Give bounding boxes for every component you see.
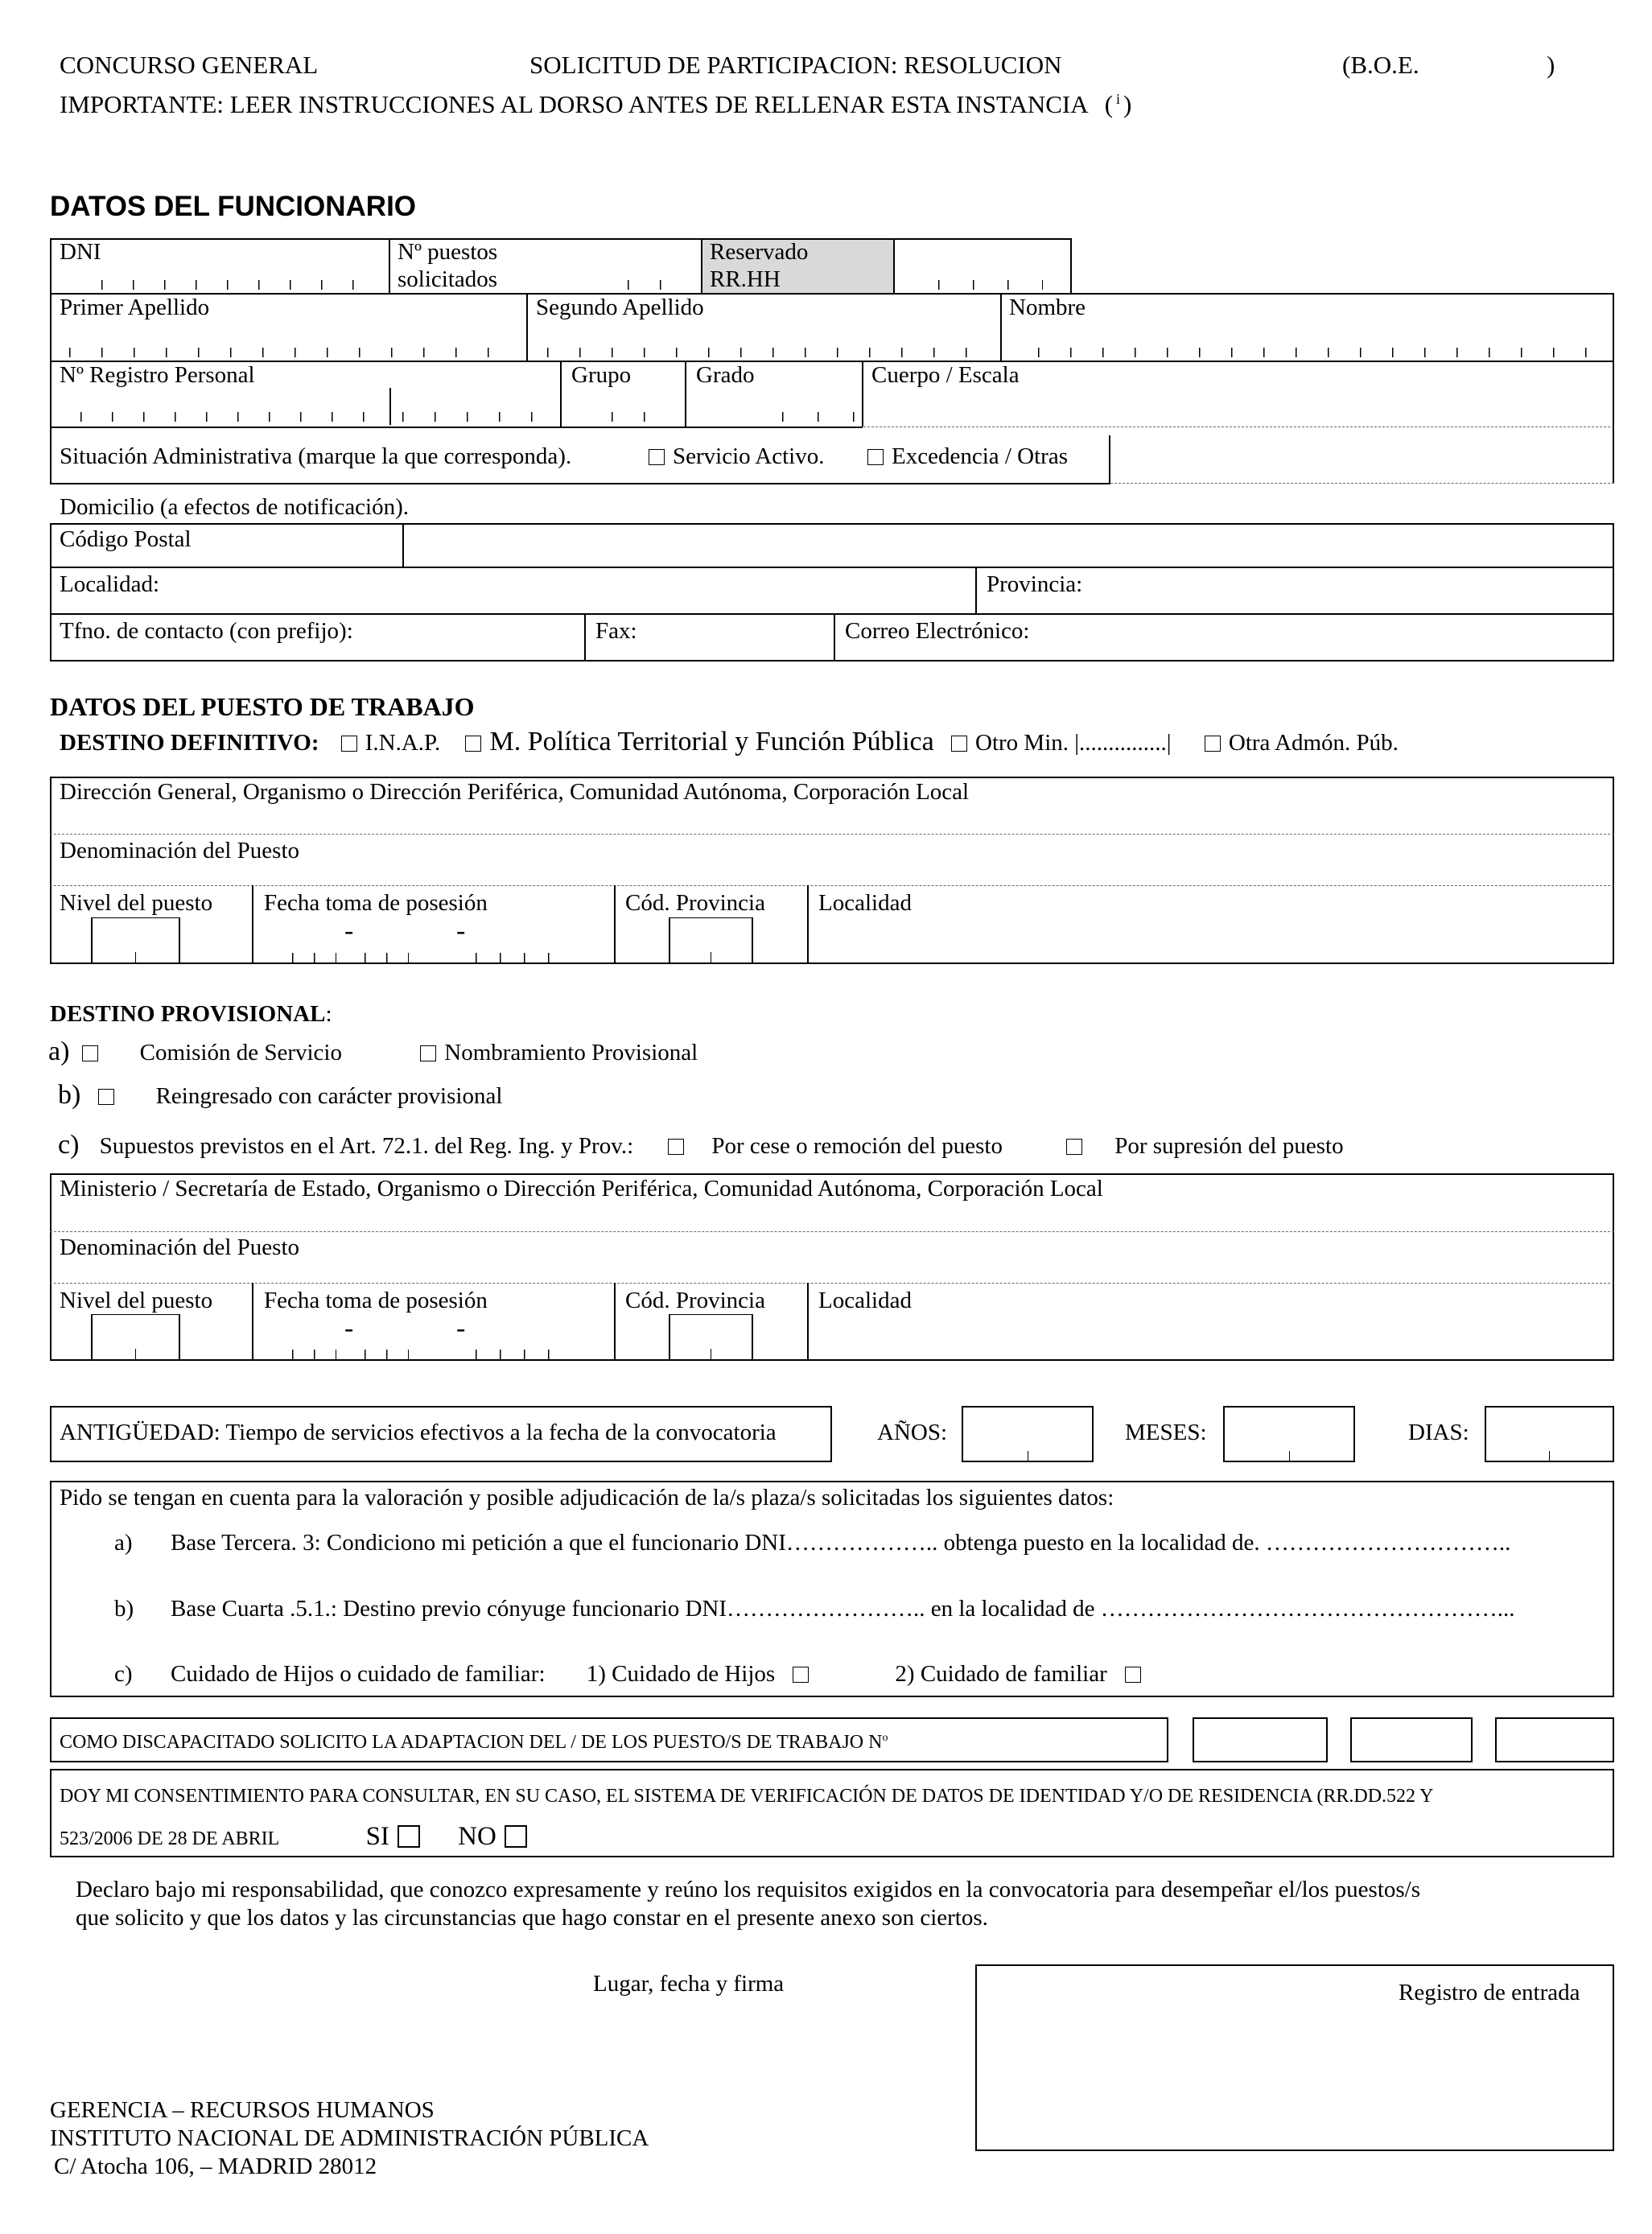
fecha-label: Fecha toma de posesión xyxy=(264,890,488,916)
header-boe: (B.O.E. xyxy=(1342,51,1419,79)
destino-definitivo-row xyxy=(60,727,1399,756)
nombre-input[interactable] xyxy=(1038,348,1601,358)
registro-input-2[interactable] xyxy=(402,412,539,422)
valoracion-b-label: b) xyxy=(114,1596,134,1622)
dni-label: DNI xyxy=(60,239,101,265)
discapacitado-sup: o xyxy=(882,1732,888,1744)
dias-input[interactable] xyxy=(1485,1406,1614,1462)
valoracion-c-text: Cuidado de Hijos o cuidado de familiar: xyxy=(171,1661,546,1687)
inap-checkbox[interactable] xyxy=(341,736,357,752)
meses-input[interactable] xyxy=(1223,1406,1355,1462)
registro-entrada-label: Registro de entrada xyxy=(1399,1980,1580,2005)
situacion-label: Situación Administrativa (marque la que corresponda). xyxy=(60,443,572,469)
antiguedad-label: ANTIGÜEDAD: Tiempo de servicios efectivos a la fecha de la convocatoria xyxy=(60,1420,777,1445)
prov-cod-provincia-input[interactable] xyxy=(669,1314,753,1361)
grupo-input[interactable] xyxy=(612,412,676,422)
comision-checkbox[interactable] xyxy=(82,1045,98,1061)
anos-input[interactable] xyxy=(962,1406,1094,1462)
valoracion-a-label: a) xyxy=(114,1530,133,1556)
fecha-input[interactable] xyxy=(292,951,579,964)
header-solicitud: SOLICITUD DE PARTICIPACION: RESOLUCION xyxy=(529,51,1062,79)
footnote-open: ( xyxy=(1104,90,1114,118)
provincia-label: Provincia: xyxy=(987,571,1083,597)
otra-admon-text: Otra Admón. Púb. xyxy=(1228,730,1399,756)
provisional-title: DESTINO PROVISIONAL xyxy=(50,1001,326,1027)
destino-definitivo-label: DESTINO DEFINITIVO: xyxy=(60,730,319,756)
grupo-label: Grupo xyxy=(571,362,632,388)
provisional-title-row xyxy=(50,1002,332,1028)
cod-provincia-input[interactable] xyxy=(669,917,753,964)
valoracion-b-text[interactable]: Base Cuarta .5.1.: Destino previo cónyuge funcionario DNI…………………….. en la localidad de ……………………………………………... xyxy=(171,1596,1515,1622)
denominacion-label: Denominación del Puesto xyxy=(60,838,300,864)
telefono-label: Tfno. de contacto (con prefijo): xyxy=(60,618,353,644)
nombre-label: Nombre xyxy=(1009,295,1086,320)
prov-fecha-input[interactable] xyxy=(292,1348,579,1361)
puesto-title: DATOS DEL PUESTO DE TRABAJO xyxy=(50,692,475,721)
puestos-input[interactable] xyxy=(628,280,692,291)
fax-label: Fax: xyxy=(595,618,637,644)
cuerpo-label: Cuerpo / Escala xyxy=(871,362,1020,388)
declaracion-line1: Declaro bajo mi responsabilidad, que conozco expresamente y reúno los requisitos exigidos en la convocatoria para desempeñar el/los puestos/s xyxy=(76,1877,1421,1902)
nivel-input[interactable] xyxy=(91,917,180,964)
consentimiento-line1: DOY MI CONSENTIMIENTO PARA CONSULTAR, EN SU CASO, EL SISTEMA DE VERIFICACIÓN DE DATOS DE IDENTIDAD Y/O DE RESIDENCIA (RR.DD.522 Y xyxy=(60,1786,1434,1807)
prov-ministerio-label: Ministerio / Secretaría de Estado, Organismo o Dirección Periférica, Comunidad Autónoma, Corporación Local xyxy=(60,1176,1103,1201)
otro-min-checkbox[interactable] xyxy=(951,736,967,752)
discapacitado-puesto-1[interactable] xyxy=(1193,1717,1328,1762)
excedencia-checkbox[interactable] xyxy=(867,449,884,465)
footnote-close: ) xyxy=(1123,90,1132,118)
prov-localidad-label: Localidad xyxy=(818,1288,912,1313)
b-label: b) xyxy=(58,1080,81,1110)
fecha-dash-1: - xyxy=(344,916,354,946)
valoracion-a-text[interactable]: Base Tercera. 3: Condiciono mi petición a que el funcionario DNI……………….. obtenga puesto en la localidad de. ………………………….. xyxy=(171,1530,1511,1556)
footer-line3: C/ Atocha 106, – MADRID 28012 xyxy=(54,2154,377,2179)
discapacitado-text: COMO DISCAPACITADO SOLICITO LA ADAPTACION DEL / DE LOS PUESTO/S DE TRABAJO N xyxy=(60,1732,883,1753)
consentimiento-row2 xyxy=(60,1822,527,1851)
prov-fecha-dash-2: - xyxy=(456,1313,466,1343)
valoracion-intro: Pido se tengan en cuenta para la valoración y posible adjudicación de la/s plaza/s solicitadas los siguientes datos: xyxy=(60,1485,1114,1511)
por-cese-text: Por cese o remoción del puesto xyxy=(711,1133,1003,1159)
cuidado-familiar-checkbox[interactable] xyxy=(1125,1667,1141,1683)
por-supresion-text: Por supresión del puesto xyxy=(1114,1133,1344,1159)
servicio-activo-option[interactable] xyxy=(644,444,824,470)
meses-label: MESES: xyxy=(1125,1420,1207,1445)
anos-label: AÑOS: xyxy=(877,1420,948,1445)
header-concurso: CONCURSO GENERAL xyxy=(60,51,319,79)
nombramiento-text: Nombramiento Provisional xyxy=(444,1040,698,1065)
discapacitado-puesto-2[interactable] xyxy=(1350,1717,1473,1762)
reingresado-text: Reingresado con carácter provisional xyxy=(155,1083,503,1109)
consentimiento-line2: 523/2006 DE 28 DE ABRIL xyxy=(60,1828,280,1849)
ministerio-checkbox[interactable] xyxy=(465,736,481,752)
excedencia-text: Excedencia / Otras xyxy=(892,443,1069,469)
si-checkbox[interactable] xyxy=(398,1825,420,1848)
excedencia-option[interactable] xyxy=(863,444,1068,470)
localidad-puesto-label: Localidad xyxy=(818,890,912,916)
provisional-c-row xyxy=(58,1130,1344,1160)
cuidado-hijos-checkbox[interactable] xyxy=(793,1667,809,1683)
declaracion-line2: que solicito y que los datos y las circunstancias que hago constar en el presente anexo son ciertos. xyxy=(76,1905,988,1931)
reingresado-checkbox[interactable] xyxy=(98,1089,114,1105)
registro-input[interactable] xyxy=(80,412,386,422)
no-checkbox[interactable] xyxy=(505,1825,527,1848)
puestos-label-2: solicitados xyxy=(398,266,498,292)
servicio-activo-checkbox[interactable] xyxy=(649,449,665,465)
nivel-label: Nivel del puesto xyxy=(60,890,213,916)
prov-denominacion-label: Denominación del Puesto xyxy=(60,1234,300,1260)
footer-line1: GERENCIA – RECURSOS HUMANOS xyxy=(50,2097,435,2123)
grado-label: Grado xyxy=(696,362,755,388)
otra-admon-checkbox[interactable] xyxy=(1205,736,1221,752)
discapacitado-puesto-3[interactable] xyxy=(1495,1717,1614,1762)
c-label: c) xyxy=(58,1130,80,1160)
registro-label: Nº Registro Personal xyxy=(60,362,255,388)
header-boe-close: ) xyxy=(1547,51,1555,79)
nombramiento-checkbox[interactable] xyxy=(420,1045,436,1061)
prov-fecha-dash-1: - xyxy=(344,1313,354,1343)
servicio-activo-text: Servicio Activo. xyxy=(673,443,825,469)
no-label: NO xyxy=(458,1822,496,1851)
cuidado-hijos-text: 1) Cuidado de Hijos xyxy=(586,1661,776,1687)
segundo-apellido-input[interactable] xyxy=(547,348,995,358)
provisional-a-row xyxy=(48,1037,698,1066)
reservado-label-1: Reservado xyxy=(710,239,809,265)
important-text: IMPORTANTE: LEER INSTRUCCIONES AL DORSO ANTES DE RELLENAR ESTA INSTANCIA xyxy=(60,90,1087,118)
localidad-label: Localidad: xyxy=(60,571,160,597)
por-supresion-checkbox[interactable] xyxy=(1066,1139,1082,1155)
funcionario-title: DATOS DEL FUNCIONARIO xyxy=(50,191,417,222)
header-importante xyxy=(60,91,1131,118)
puestos-label-1: Nº puestos xyxy=(398,239,498,265)
valoracion-c-row xyxy=(171,1662,1149,1688)
footnote-mark: i xyxy=(1116,90,1121,107)
discapacitado-row xyxy=(60,1732,888,1753)
segundo-apellido-label: Segundo Apellido xyxy=(536,295,704,320)
a-label: a) xyxy=(48,1037,70,1066)
supuestos-text: Supuestos previstos en el Art. 72.1. del Reg. Ing. y Prov.: xyxy=(99,1133,634,1159)
prov-nivel-input[interactable] xyxy=(91,1314,180,1361)
provisional-colon: : xyxy=(325,1001,332,1027)
dni-input[interactable] xyxy=(101,280,379,291)
valoracion-c-label: c) xyxy=(114,1661,133,1687)
codigo-postal-label: Código Postal xyxy=(60,526,192,552)
si-label: SI xyxy=(365,1822,389,1851)
footer-line2: INSTITUTO NACIONAL DE ADMINISTRACIÓN PÚBLICA xyxy=(50,2125,649,2151)
cuidado-familiar-text: 2) Cuidado de familiar xyxy=(895,1661,1107,1687)
comision-text: Comisión de Servicio xyxy=(139,1040,342,1065)
por-cese-checkbox[interactable] xyxy=(668,1139,684,1155)
codigo-postal-input[interactable] xyxy=(404,525,1613,567)
domicilio-label: Domicilio (a efectos de notificación). xyxy=(60,494,410,520)
reservado-input[interactable] xyxy=(938,280,1043,291)
provisional-b-row xyxy=(58,1080,502,1110)
primer-apellido-input[interactable] xyxy=(69,348,520,358)
firma-label: Lugar, fecha y firma xyxy=(593,1971,785,1997)
otro-min-text: Otro Min. |...............| xyxy=(975,730,1172,756)
prov-cod-provincia-label: Cód. Provincia xyxy=(625,1288,765,1313)
direccion-label: Dirección General, Organismo o Dirección Periférica, Comunidad Autónoma, Corporación Local xyxy=(60,779,970,805)
fecha-dash-2: - xyxy=(456,916,466,946)
prov-nivel-label: Nivel del puesto xyxy=(60,1288,213,1313)
correo-label: Correo Electrónico: xyxy=(845,618,1030,644)
dias-label: DIAS: xyxy=(1408,1420,1469,1445)
inap-text: I.N.A.P. xyxy=(365,730,441,756)
prov-fecha-label: Fecha toma de posesión xyxy=(264,1288,488,1313)
primer-apellido-label: Primer Apellido xyxy=(60,295,210,320)
reservado-label-2: RR.HH xyxy=(710,266,781,292)
grado-input[interactable] xyxy=(782,412,855,422)
ministerio-text: M. Política Territorial y Función Pública xyxy=(489,727,934,756)
cod-provincia-label: Cód. Provincia xyxy=(625,890,765,916)
